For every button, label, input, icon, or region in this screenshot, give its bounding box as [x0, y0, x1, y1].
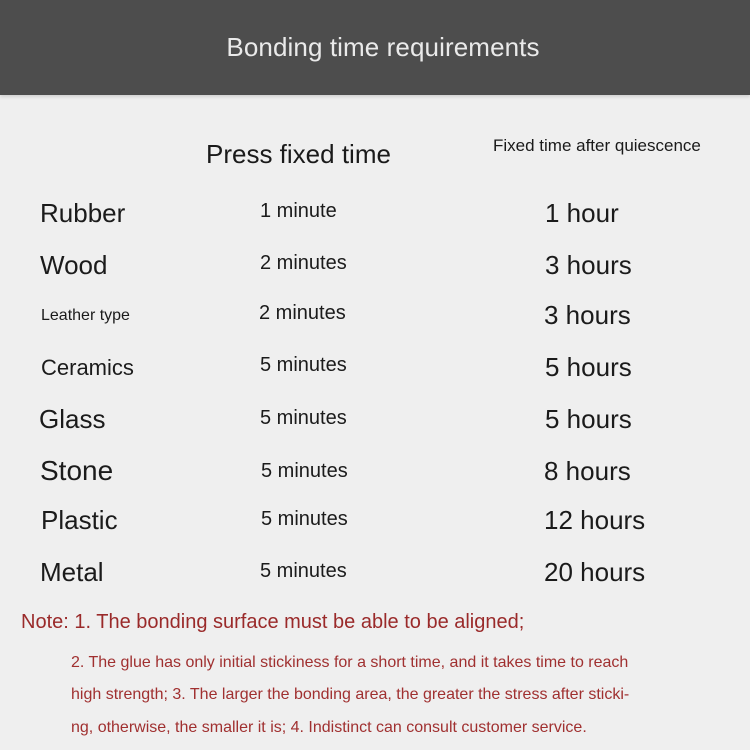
note-line-3: high strength; 3. The larger the bonding area, the greater the stress after sticki-: [71, 686, 630, 703]
quiescence-time: 5 hours: [545, 352, 632, 382]
material-name: Ceramics: [41, 355, 134, 380]
material-name: Plastic: [41, 505, 118, 535]
table-row-glass: [0, 404, 750, 444]
column-header-quiescence-time: Fixed time after quiescence: [493, 136, 701, 155]
material-name: Leather type: [41, 307, 130, 324]
material-name: Wood: [40, 250, 108, 280]
material-name: Glass: [39, 404, 106, 434]
material-name: Stone: [40, 455, 114, 486]
press-time: 2 minutes: [259, 302, 346, 324]
header-bar: [0, 0, 750, 95]
note-line-1: Note: 1. The bonding surface must be able to be aligned;: [21, 611, 525, 633]
note-line-4: ng, otherwise, the smaller it is; 4. Indistinct can consult customer service.: [71, 719, 587, 736]
press-time: 2 minutes: [260, 252, 347, 274]
quiescence-time: 8 hours: [544, 456, 631, 486]
table-row-plastic: [0, 505, 750, 545]
column-header-press-time: Press fixed time: [206, 139, 391, 169]
quiescence-time: 20 hours: [544, 557, 646, 587]
table-row-ceramics: [0, 352, 750, 392]
material-name: Metal: [40, 557, 104, 587]
press-time: 5 minutes: [260, 354, 347, 376]
table-row-wood: [0, 250, 750, 290]
material-name: Rubber: [40, 198, 126, 228]
table-row-leather: [0, 300, 750, 340]
table-row-rubber: [0, 198, 750, 238]
note-line-2: 2. The glue has only initial stickiness for a short time, and it takes time to reach: [71, 654, 629, 671]
table-row-metal: [0, 557, 750, 597]
press-time: 1 minute: [260, 200, 337, 222]
press-time: 5 minutes: [260, 560, 347, 582]
quiescence-time: 5 hours: [545, 404, 632, 434]
press-time: 5 minutes: [261, 460, 348, 482]
quiescence-time: 12 hours: [544, 505, 646, 535]
press-time: 5 minutes: [260, 407, 347, 429]
quiescence-time: 3 hours: [544, 300, 631, 330]
press-time: 5 minutes: [261, 508, 348, 530]
quiescence-time: 1 hour: [545, 198, 619, 228]
table-row-stone: [0, 456, 750, 496]
page-title: Bonding time requirements: [226, 32, 540, 62]
quiescence-time: 3 hours: [545, 250, 632, 280]
